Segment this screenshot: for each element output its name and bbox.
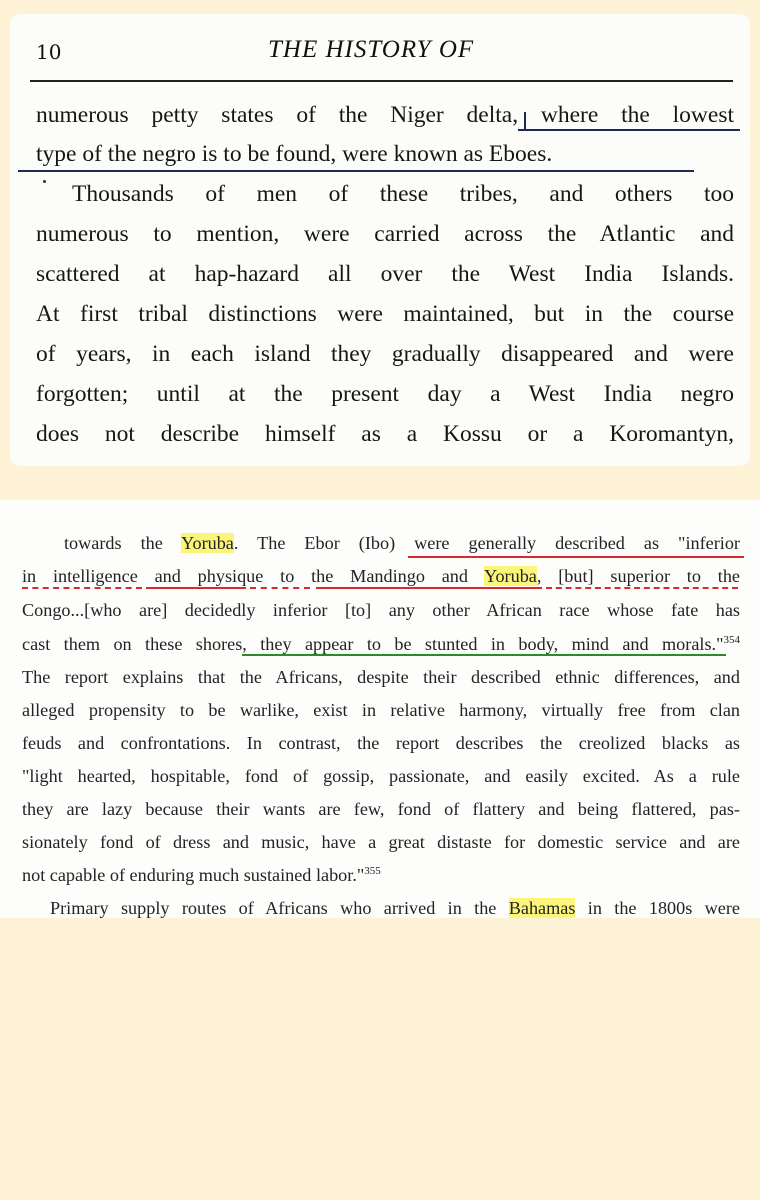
text-line: feuds and confrontations. In contrast, the report describes the creolized blacks as — [22, 733, 740, 753]
ink-speck — [43, 180, 46, 183]
text-line: Thousands of men of these tribes, and others too — [72, 181, 734, 207]
running-head: THE HISTORY OF — [268, 36, 475, 63]
header-rule — [30, 80, 733, 82]
text-segment: not capable of enduring much sustained labor." — [22, 865, 365, 885]
highlighted-word: Yoruba — [484, 566, 537, 586]
text-segment: , [but] superior to the — [536, 566, 740, 586]
text-line: forgotten; until at the present day a West India negro — [36, 381, 734, 407]
text-line: scattered at hap-hazard all over the West India Islands. — [36, 261, 734, 287]
text-line: Congo...[who are] decidedly inferior [to] any other African race whose fate has — [22, 600, 740, 620]
underline-mark — [250, 587, 310, 589]
text-line: type of the negro is to be found, were known as Eboes. — [36, 141, 553, 167]
underline-mark — [18, 170, 694, 172]
underline-mark — [22, 587, 142, 589]
page-header — [28, 36, 728, 70]
text-segment: towards the — [64, 533, 182, 553]
underline-tick — [524, 112, 528, 130]
text-line: alleged propensity to be warlike, exist in relative harmony, virtually free from clan — [22, 700, 740, 720]
text-line: sionately fond of dress and music, have a great distaste for domestic service and are — [22, 832, 740, 852]
page-number: 10 — [36, 40, 62, 64]
underline-mark — [518, 129, 740, 131]
text-line: numerous petty states of the Niger delta, where the lowest — [36, 102, 734, 128]
text-line — [22, 862, 740, 888]
text-line — [22, 563, 740, 589]
footnote-marker: 354 — [723, 633, 740, 646]
underline-mark — [242, 654, 726, 656]
highlighted-word: Yoruba — [181, 533, 234, 553]
underline-mark — [316, 587, 542, 589]
footnote-marker: 355 — [364, 864, 381, 877]
text-line — [64, 530, 740, 556]
text-line: does not describe himself as a Kossu or a Koromantyn, — [36, 421, 734, 447]
text-line: they are lazy because their wants are few, fond of flattery and being flattered, pas- — [22, 799, 740, 819]
text-line: "light hearted, hospitable, fond of gossip, passionate, and easily excited. As a rule — [22, 766, 740, 786]
underline-mark — [408, 556, 744, 558]
text-segment: . The Ebor (Ibo) were generally described as "inferior — [233, 533, 740, 553]
text-line: The report explains that the Africans, despite their described ethnic differences, and — [22, 667, 740, 687]
text-segment: cast them on these shores, they appear to be stunted in body, mind and morals." — [22, 634, 724, 654]
text-line — [50, 895, 740, 921]
text-line: At first tribal distinctions were maintained, but in the course — [36, 301, 734, 327]
text-line: numerous to mention, were carried across the Atlantic and — [36, 221, 734, 247]
bottom-page-excerpt — [0, 500, 760, 918]
text-line: of years, in each island they gradually disappeared and were — [36, 341, 734, 367]
text-segment: in intelligence and physique to the Mandingo and — [22, 566, 485, 586]
underline-mark — [146, 587, 246, 589]
text-segment: Primary supply routes of Africans who arrived in the — [50, 898, 509, 918]
top-page-excerpt — [10, 14, 750, 466]
underline-mark — [546, 587, 738, 589]
text-segment: in the 1800s were — [575, 898, 740, 918]
highlighted-word: Bahamas — [508, 898, 576, 918]
